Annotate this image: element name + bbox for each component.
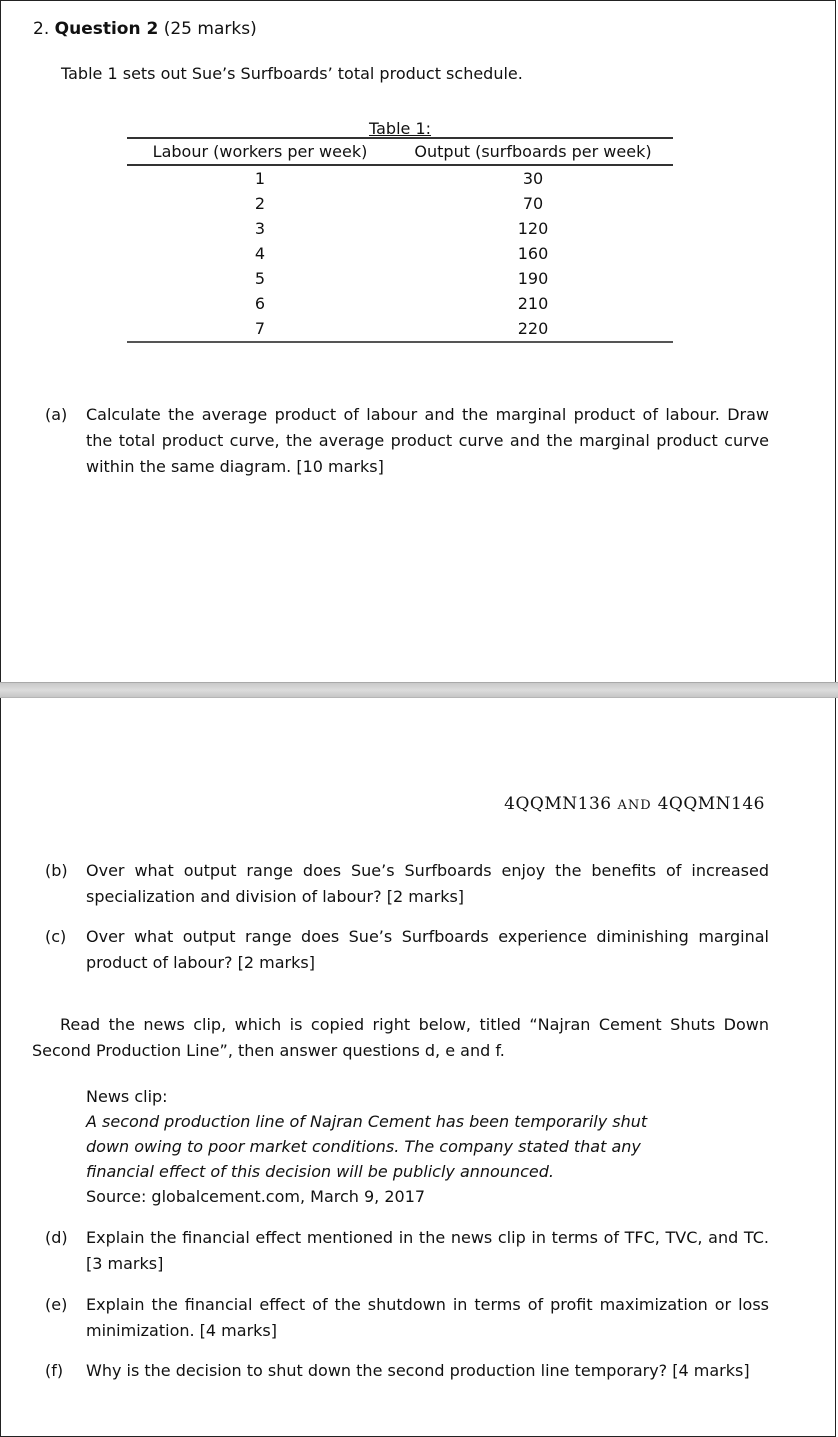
- table-row: [127, 216, 673, 241]
- part-d: [45, 1225, 769, 1277]
- output-cell: 210: [517, 294, 549, 313]
- part-f-label: (f): [45, 1361, 64, 1380]
- news-clip-line: A second production line of Najran Cement has been temporarily shut: [86, 1112, 648, 1131]
- labour-cell: 5: [254, 269, 266, 288]
- question-intro: Table 1 sets out Sue’s Surfboards’ total product schedule.: [61, 64, 523, 83]
- labour-cell: 1: [254, 169, 266, 188]
- output-cell: 190: [517, 269, 549, 288]
- news-clip-source: Source: globalcement.com, March 9, 2017: [86, 1187, 426, 1206]
- output-cell: 220: [393, 316, 673, 342]
- course-code-header: [504, 794, 765, 814]
- table-row: [127, 191, 673, 216]
- part-e: [45, 1292, 769, 1344]
- column-header-output: Output (surfboards per week): [393, 138, 673, 165]
- part-a-text: Calculate the average product of labour and the marginal product of labour. Draw the total product curve, the average product curve and the marginal product curve within the same diagram. [10 marks]: [86, 405, 769, 476]
- part-d-text: Explain the financial effect mentioned in the news clip in terms of TFC, TVC, and TC. [3 marks]: [86, 1228, 769, 1273]
- question-heading: Question 2: [54, 19, 159, 39]
- table-row: [127, 165, 673, 191]
- part-b: [45, 858, 769, 910]
- part-f-text: Why is the decision to shut down the second production line temporary? [4 marks]: [86, 1361, 750, 1380]
- news-clip-line: down owing to poor market conditions. The company stated that any: [86, 1137, 641, 1156]
- course-code-1: 4QQMN136: [504, 794, 612, 814]
- labour-cell: 2: [254, 194, 266, 213]
- labour-cell: 6: [254, 294, 266, 313]
- product-schedule-table: [127, 137, 673, 343]
- part-c: [45, 924, 769, 976]
- table-caption: Table 1:: [368, 119, 432, 138]
- document-page-2: [0, 698, 836, 1437]
- news-clip: [86, 1084, 726, 1209]
- course-code-2: 4QQMN146: [657, 794, 765, 814]
- labour-cell: 7: [127, 316, 393, 342]
- part-a-label: (a): [45, 405, 68, 424]
- table-header-row: [127, 138, 673, 165]
- labour-cell: 4: [254, 244, 266, 263]
- document-page-1: [0, 0, 836, 682]
- question-title: [33, 19, 257, 39]
- part-c-label: (c): [45, 927, 67, 946]
- part-e-label: (e): [45, 1295, 68, 1314]
- question-number: 2.: [33, 19, 50, 39]
- column-header-labour: Labour (workers per week): [127, 138, 393, 165]
- part-a: [45, 402, 769, 480]
- output-cell: 160: [517, 244, 549, 263]
- news-clip-heading: News clip:: [86, 1087, 168, 1106]
- part-e-text: Explain the financial effect of the shutdown in terms of profit maximization or loss minimization. [4 marks]: [86, 1295, 769, 1340]
- read-instruction: Read the news clip, which is copied right below, titled “Najran Cement Shuts Down Second Production Line”, then answer questions d, e and f.: [32, 1015, 769, 1060]
- part-b-text: Over what output range does Sue’s Surfboards enjoy the benefits of increased specialization and division of labour? [2 marks]: [86, 861, 769, 906]
- news-clip-line: financial effect of this decision will be publicly announced.: [86, 1162, 554, 1181]
- table-row: [127, 316, 673, 342]
- part-c-text: Over what output range does Sue’s Surfboards experience diminishing marginal product of labour? [2 marks]: [86, 927, 769, 972]
- table-row: [127, 291, 673, 316]
- part-d-label: (d): [45, 1228, 68, 1247]
- output-cell: 120: [517, 219, 549, 238]
- table-row: [127, 266, 673, 291]
- output-cell: 70: [522, 194, 544, 213]
- part-b-label: (b): [45, 861, 68, 880]
- page-separator: [0, 682, 838, 698]
- question-marks: (25 marks): [163, 19, 257, 39]
- output-cell: 30: [522, 169, 544, 188]
- part-f: [45, 1358, 769, 1384]
- labour-cell: 3: [254, 219, 266, 238]
- course-code-and: AND: [617, 798, 652, 813]
- table-row: [127, 241, 673, 266]
